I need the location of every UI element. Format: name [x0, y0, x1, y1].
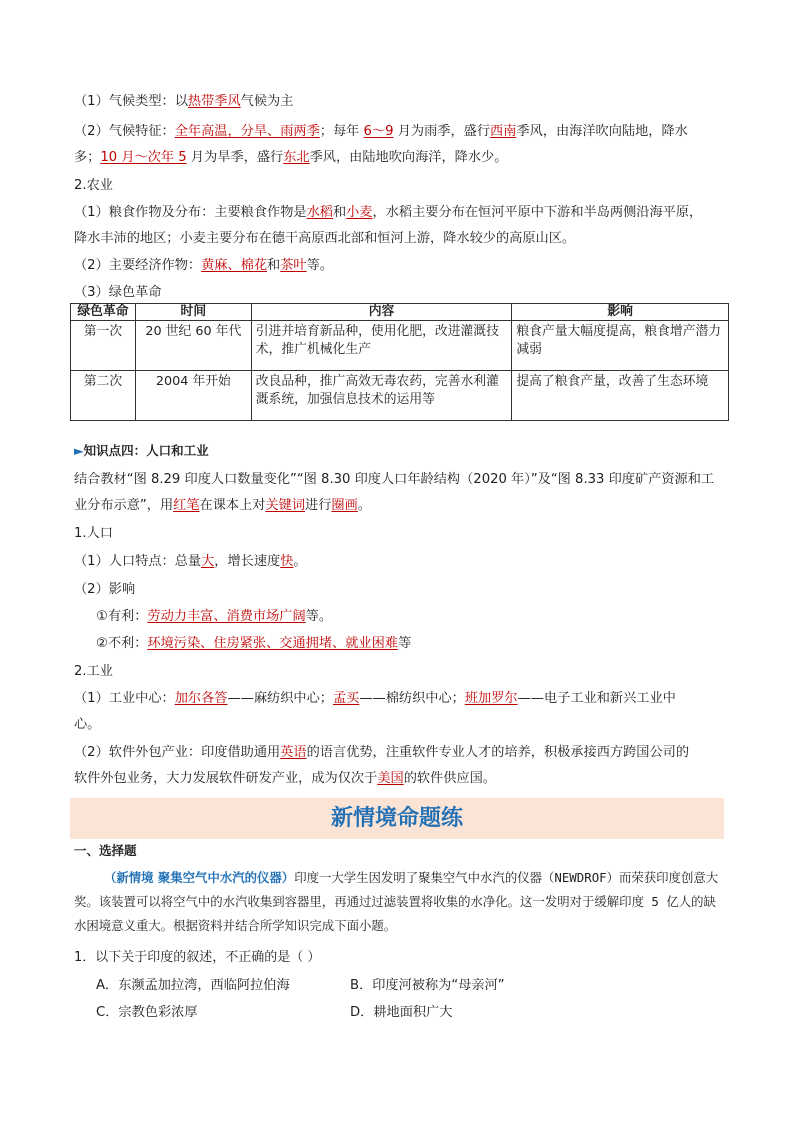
agri-heading: 2.农业	[74, 178, 113, 193]
econ-crops-line: （2）主要经济作物：黄麻、棉花和茶叶等。	[74, 258, 333, 273]
climate-feature-line-2: 多；10 月～次年 5 月为旱季，盛行东北季风，由陆地吹向海洋，降水少。	[74, 150, 508, 165]
knowledge-point-heading: ►知识点四：人口和工业	[74, 443, 209, 458]
population-feature-line: （1）人口特点：总量大，增长速度快。	[74, 554, 307, 569]
software-line: （2）软件外包产业：印度借助通用英语的语言优势，注重软件专业人才的培养，积极承接西方跨国公司的	[74, 745, 690, 760]
table-header: 影响	[512, 304, 729, 321]
industry-centers-line-2: 心。	[74, 717, 101, 732]
table-cell: 提高了粮食产量，改善了生态环境	[512, 371, 729, 421]
table-cell: 第一次	[71, 321, 136, 371]
table-cell: 粮食产量大幅度提高，粮食增产潜力减弱	[512, 321, 729, 371]
table-header: 时间	[135, 304, 251, 321]
climate-feature-line: （2）气候特征：全年高温，分旱、雨两季；每年 6～9 月为雨季，盛行西南季风，由海洋吹向陆地，降水	[74, 124, 688, 139]
intro-line: 结合教材“图 8.29 印度人口数量变化”“图 8.30 印度人口年龄结构（2020 年）”及“图 8.33 印度矿产资源和工	[74, 472, 715, 487]
crops-line: （1）粮食作物及分布：主要粮食作物是水稻和小麦，水稻主要分布在恒河平原中下游和半岛两侧沿海平原，	[74, 205, 703, 220]
impact-bad-line: ②不利：环境污染、住房紧张、交通拥堵、就业困难等	[96, 636, 412, 651]
option-c[interactable]: C．宗教色彩浓厚	[96, 1005, 198, 1020]
software-line-2: 软件外包业务，大力发展软件研发产业，成为仅次于美国的软件供应国。	[74, 771, 496, 786]
climate-type-line: （1）气候类型：以热带季风气候为主	[74, 94, 294, 109]
option-a[interactable]: A．东濒孟加拉湾，西临阿拉伯海	[96, 978, 290, 993]
context-paragraph: （新情境 聚集空气中水汽的仪器）印度一大学生因发明了聚集空气中水汽的仪器（NEWDROF）而荣获印度创意大奖。该装置可以将空气中的水汽收集到容器里，再通过过滤装置将收集的水净化。这一发明对于缓解印度 5 亿人的缺水困境意义重大。根据资料并结合所学知识完成下面小题。	[74, 870, 719, 933]
green-revolution-table	[70, 303, 729, 421]
option-b[interactable]: B．印度河被称为“母亲河”	[350, 978, 505, 993]
green-revolution-label: （3）绿色革命	[74, 285, 162, 300]
table-cell: 改良品种，推广高效无毒农药，完善水利灌溉系统，加强信息技术的运用等	[251, 371, 512, 421]
impact-heading: （2）影响	[74, 582, 136, 597]
triangle-icon: ►	[74, 443, 84, 458]
question-1: 1．以下关于印度的叙述，不正确的是（ ）	[74, 950, 321, 965]
table-cell: 2004 年开始	[135, 371, 251, 421]
industry-centers-line: （1）工业中心：加尔各答——麻纺织中心；孟买——棉纺织中心；班加罗尔——电子工业和新兴工业中	[74, 691, 676, 706]
population-heading: 1.人口	[74, 526, 113, 541]
table-cell: 引进并培育新品种，使用化肥，改进灌溉技术，推广机械化生产	[251, 321, 512, 371]
table-header: 内容	[251, 304, 512, 321]
section-banner: 新情境命题练	[70, 798, 724, 839]
table-header: 绿色革命	[71, 304, 136, 321]
table-row	[71, 321, 729, 371]
impact-good-line: ①有利：劳动力丰富、消费市场广阔等。	[96, 609, 333, 624]
context-tag: （新情境 聚集空气中水汽的仪器）	[104, 870, 295, 885]
industry-heading: 2.工业	[74, 664, 113, 679]
section-title: 一、选择题	[74, 843, 137, 858]
intro-line-2: 业分布示意”，用红笔在课本上对关键词进行圈画。	[74, 498, 371, 513]
table-row	[71, 371, 729, 421]
table-cell: 20 世纪 60 年代	[135, 321, 251, 371]
option-d[interactable]: D．耕地面积广大	[350, 1005, 453, 1020]
table-header-row	[71, 304, 729, 321]
table-cell: 第二次	[71, 371, 136, 421]
crops-line-2: 降水丰沛的地区；小麦主要分布在德干高原西北部和恒河上游，降水较少的高原山区。	[74, 231, 576, 246]
